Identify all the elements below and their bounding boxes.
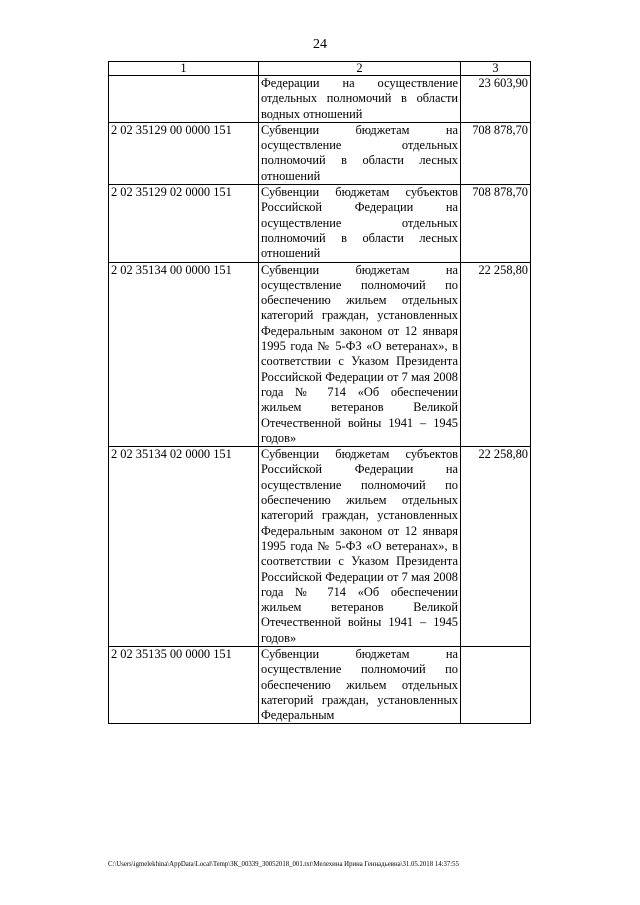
budget-table — [108, 61, 531, 724]
row-amount: 22 258,80 — [461, 447, 531, 647]
table-header-row — [109, 62, 531, 76]
table-row — [109, 122, 531, 184]
column-header-code: 1 — [109, 62, 259, 76]
row-amount: 22 258,80 — [461, 262, 531, 447]
row-code: 2 02 35129 00 0000 151 — [109, 122, 259, 184]
row-code — [109, 76, 259, 123]
table-row — [109, 76, 531, 123]
row-amount: 708 878,70 — [461, 122, 531, 184]
row-description: Субвенции бюджетам субъектов Российской Федерации на осуществление отдельных полномочий в области лесных отношений — [259, 185, 461, 262]
row-description: Федерации на осуществление отдельных полномочий в области водных отношений — [259, 76, 461, 123]
table-row — [109, 262, 531, 447]
table-row — [109, 185, 531, 262]
table-row — [109, 447, 531, 647]
row-amount: 708 878,70 — [461, 185, 531, 262]
table-row — [109, 646, 531, 723]
page-number: 24 — [313, 37, 327, 52]
row-amount — [461, 646, 531, 723]
row-code: 2 02 35134 02 0000 151 — [109, 447, 259, 647]
row-description: Субвенции бюджетам на осуществление полномочий по обеспечению жильем отдельных категорий граждан, установленных Федеральным законом от 12 января 1995 года № 5-ФЗ «О ветеранах», в соответствии с Указом Президента Российской Федерации от 7 мая 2008 года № 714 «Об обеспечении жильем ветеранов Великой Отечественной войны 1941 – 1945 годов» — [259, 262, 461, 447]
column-header-description: 2 — [259, 62, 461, 76]
column-header-amount: 3 — [461, 62, 531, 76]
document-footer-path: C:\Users\igmelekhina\AppData\Local\Temp\ЗК_00339_30052018_001.txt\Мелехина Ирина Геннадьевна\31.05.2018 14:37:55 — [108, 861, 459, 868]
row-code: 2 02 35135 00 0000 151 — [109, 646, 259, 723]
row-description: Субвенции бюджетам на осуществление отдельных полномочий в области лесных отношений — [259, 122, 461, 184]
row-code: 2 02 35134 00 0000 151 — [109, 262, 259, 447]
row-description: Субвенции бюджетам на осуществление полномочий по обеспечению жильем отдельных категорий граждан, установленных Федеральным — [259, 646, 461, 723]
row-description: Субвенции бюджетам субъектов Российской Федерации на осуществление полномочий по обеспечению жильем отдельных категорий граждан, установленных Федеральным законом от 12 января 1995 года № 5-ФЗ «О ветеранах», в соответствии с Указом Президента Российской Федерации от 7 мая 2008 года № 714 «Об обеспечении жильем ветеранов Великой Отечественной войны 1941 – 1945 годов» — [259, 447, 461, 647]
row-code: 2 02 35129 02 0000 151 — [109, 185, 259, 262]
row-amount: 23 603,90 — [461, 76, 531, 123]
